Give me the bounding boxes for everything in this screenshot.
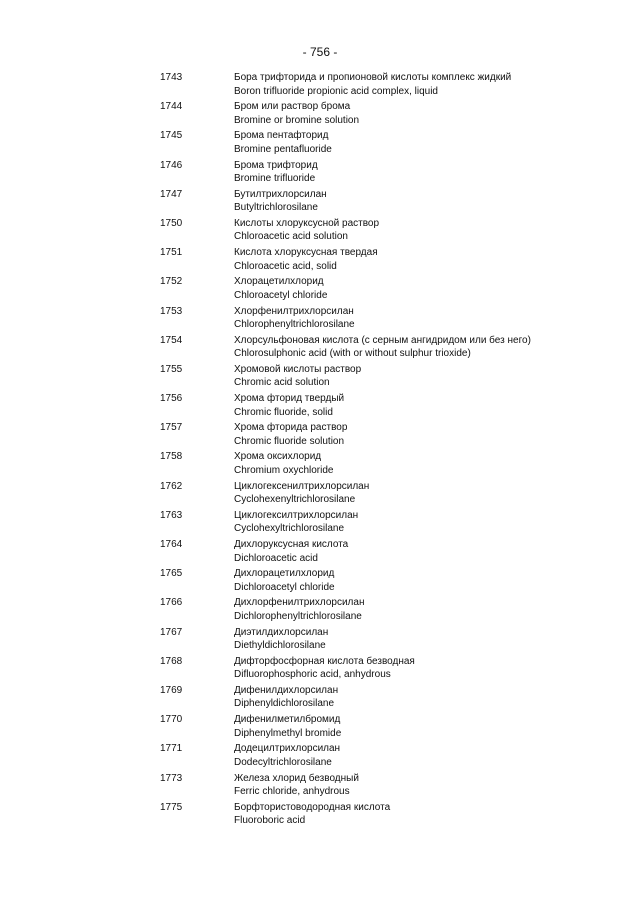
list-item xyxy=(0,100,640,129)
entry-name-english: Chloroacetic acid, solid xyxy=(234,260,337,272)
entry-number: 1771 xyxy=(160,743,183,755)
entry-name-english: Ferric chloride, anhydrous xyxy=(234,786,350,797)
entry-name-english: Dichloroacetyl chloride xyxy=(234,581,335,593)
list-item xyxy=(0,305,640,334)
entry-number: 1744 xyxy=(160,101,183,113)
entry-name-russian: Хрома фторид твердый xyxy=(234,393,345,405)
entry-name-russian: Дифенилметилбромид xyxy=(234,714,341,726)
list-item xyxy=(0,772,640,801)
entry-name-russian: Дихлоруксусная кислота xyxy=(234,539,349,550)
entry-number: 1758 xyxy=(160,451,183,463)
entry-name-russian: Бутилтрихлорсилан xyxy=(234,188,327,200)
list-item xyxy=(0,684,640,713)
entry-number: 1764 xyxy=(160,539,183,550)
entry-name-english: Difluorophosphoric acid, anhydrous xyxy=(234,669,391,681)
list-item xyxy=(0,450,640,479)
list-item xyxy=(0,334,640,363)
entry-name-russian: Дифенилдихлорсилан xyxy=(234,684,339,696)
entry-number: 1751 xyxy=(160,247,183,259)
list-item xyxy=(0,626,640,655)
entry-name-english: Dodecyltrichlorosilane xyxy=(234,756,332,768)
entry-name-russian: Кислота хлоруксусная твердая xyxy=(234,247,378,259)
list-item xyxy=(0,363,640,392)
entry-name-russian: Бора трифторида и пропионовой кислоты комплекс жидкий xyxy=(234,72,512,83)
entry-name-english: Chloroacetyl chloride xyxy=(234,289,328,301)
entry-number: 1763 xyxy=(160,509,183,521)
list-item xyxy=(0,246,640,275)
entry-name-english: Chromic fluoride solution xyxy=(234,435,345,447)
entry-name-english: Diphenylmethyl bromide xyxy=(234,727,342,739)
entry-name-russian: Брома трифторид xyxy=(234,159,318,171)
page-number: - 756 - xyxy=(302,45,338,59)
list-item xyxy=(0,509,640,538)
list-item xyxy=(0,596,640,625)
list-item xyxy=(0,188,640,217)
entry-name-english: Dichloroacetic acid xyxy=(234,552,318,564)
entry-name-russian: Борфтористоводородная кислота xyxy=(234,801,391,813)
entry-name-russian: Железа хлорид безводный xyxy=(234,772,359,784)
entry-name-english: Chromic fluoride, solid xyxy=(234,406,333,418)
entry-number: 1754 xyxy=(160,334,183,346)
list-item xyxy=(0,713,640,742)
entry-number: 1762 xyxy=(160,480,183,492)
entry-number: 1747 xyxy=(160,188,183,200)
list-item xyxy=(0,129,640,158)
entry-name-english: Chloroacetic acid solution xyxy=(234,231,348,243)
list-item xyxy=(0,538,640,567)
entry-number: 1769 xyxy=(160,684,183,696)
entry-name-english: Chromic acid solution xyxy=(234,377,330,389)
entry-name-english: Diethyldichlorosilane xyxy=(234,640,326,652)
entry-number: 1775 xyxy=(160,801,183,813)
entry-name-russian: Дифторфосфорная кислота безводная xyxy=(234,655,415,667)
entry-name-english: Chlorosulphonic acid (with or without sulphur trioxide) xyxy=(234,348,471,360)
entry-name-english: Boron trifluoride propionic acid complex, liquid xyxy=(234,85,438,97)
entry-number: 1750 xyxy=(160,217,183,229)
entry-name-russian: Циклогексилтрихлорсилан xyxy=(234,509,359,521)
entry-name-english: Bromine pentafluoride xyxy=(234,143,332,155)
entry-number: 1773 xyxy=(160,772,183,784)
entry-name-russian: Диэтилдихлорсилан xyxy=(234,626,329,638)
list-item xyxy=(0,217,640,246)
entry-name-english: Cyclohexenyltrichlorosilane xyxy=(234,494,356,506)
entry-number: 1743 xyxy=(160,72,183,83)
entry-name-russian: Хрома оксихлорид xyxy=(234,451,322,463)
entry-number: 1745 xyxy=(160,130,183,142)
list-item xyxy=(0,567,640,596)
entry-name-russian: Дихлорацетилхлорид xyxy=(234,568,335,580)
list-item xyxy=(0,801,640,830)
entry-name-russian: Додецилтрихлорсилан xyxy=(234,743,341,755)
entry-name-english: Chlorophenyltrichlorosilane xyxy=(234,319,355,330)
entry-name-english: Cyclohexyltrichlorosilane xyxy=(234,523,345,535)
entry-number: 1768 xyxy=(160,655,183,667)
entry-number: 1746 xyxy=(160,159,183,171)
entry-name-english: Diphenyldichlorosilane xyxy=(234,698,335,710)
entry-name-russian: Брома пентафторид xyxy=(234,130,329,142)
list-item xyxy=(0,742,640,771)
entry-name-english: Bromine trifluoride xyxy=(234,173,316,185)
entry-name-english: Bromine or bromine solution xyxy=(234,114,360,126)
entry-number: 1752 xyxy=(160,276,183,288)
list-item xyxy=(0,159,640,188)
entry-number: 1767 xyxy=(160,626,183,638)
entry-number: 1757 xyxy=(160,422,183,434)
entry-number: 1770 xyxy=(160,714,183,726)
entry-name-russian: Хромовой кислоты раствор xyxy=(234,363,362,375)
entry-name-russian: Бром или раствор брома xyxy=(234,101,351,113)
entry-name-english: Dichlorophenyltrichlorosilane xyxy=(234,610,362,622)
list-item xyxy=(0,71,640,100)
entry-name-russian: Циклогексенилтрихлорсилан xyxy=(234,480,370,492)
list-item xyxy=(0,392,640,421)
entry-number: 1753 xyxy=(160,305,183,317)
entry-number: 1765 xyxy=(160,568,183,580)
entry-name-russian: Дихлорфенилтрихлорсилан xyxy=(234,597,365,609)
entry-name-english: Chromium oxychloride xyxy=(234,464,334,476)
entry-name-english: Butyltrichlorosilane xyxy=(234,202,318,214)
entry-name-russian: Кислоты хлоруксусной раствор xyxy=(234,217,380,229)
entry-list xyxy=(0,71,640,830)
list-item xyxy=(0,655,640,684)
list-item xyxy=(0,421,640,450)
entry-name-russian: Хлорфенилтрихлорсилан xyxy=(234,305,354,317)
entry-name-russian: Хрома фторида раствор xyxy=(234,422,348,434)
entry-name-russian: Хлорсульфоновая кислота (с серным ангидридом или без него) xyxy=(234,334,531,346)
entry-name-english: Fluoroboric acid xyxy=(234,815,306,827)
list-item xyxy=(0,480,640,509)
entry-name-russian: Хлорацетилхлорид xyxy=(234,276,324,288)
entry-number: 1766 xyxy=(160,597,183,609)
list-item xyxy=(0,275,640,304)
entry-number: 1756 xyxy=(160,393,183,405)
entry-number: 1755 xyxy=(160,363,183,375)
